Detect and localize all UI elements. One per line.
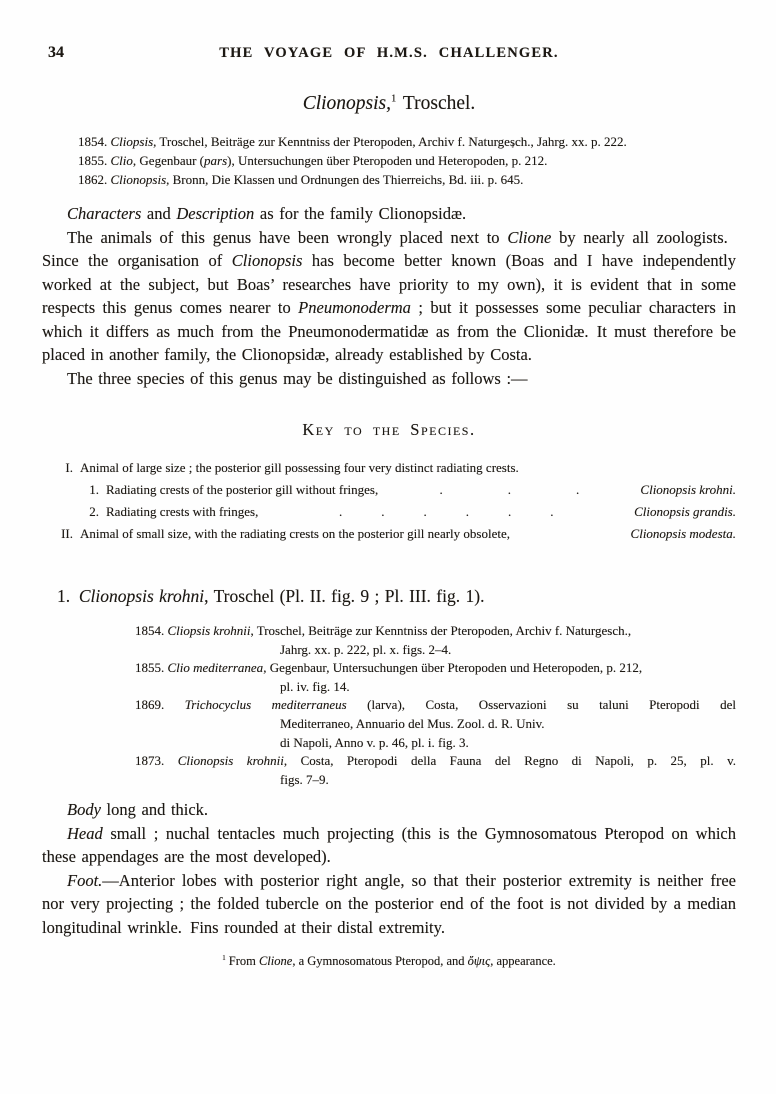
dot-leader: . . . . . . [339, 504, 554, 519]
paragraph-head: Head small ; nuchal tentacles much projecting (this is the Gymnosomatous Pteropod on which these appendages are the most developed). [42, 823, 736, 867]
key-heading: Key to the Species. [302, 420, 476, 439]
key-item-text: Radiating crests with fringes, [106, 504, 259, 519]
synonymy-continuation: di Napoli, Anno v. p. 46, pl. i. fig. 3. [280, 734, 469, 750]
key-item-text: Animal of large size ; the posterior gill possessing four very distinct radiating crests. [80, 460, 519, 475]
key-item-II [42, 523, 736, 545]
paragraph-species-intro: The three species of this genus may be distinguished as follows :— [67, 368, 528, 388]
synonymy-continuation: Jahrg. xx. p. 222, pl. x. figs. 2–4. [280, 641, 452, 657]
page-number: 34 [48, 44, 64, 61]
paragraph-body: Body long and thick. [67, 800, 209, 820]
synonymy-continuation: pl. iv. fig. 14. [280, 678, 350, 694]
key-item-species: Clionopsis grandis. [634, 504, 736, 519]
footnote: $^1$ From Clione, a Gymnosomatous Pteropod, and ὄψις, appearance. [222, 954, 556, 969]
key-item-number: 1. [89, 482, 99, 497]
key-item-text: Animal of small size, with the radiating crests on the posterior gill nearly obsolete, [80, 526, 510, 541]
key-item-text: Radiating crests of the posterior gill without fringes, [106, 482, 379, 497]
running-title: THE VOYAGE OF H.M.S. CHALLENGER. [219, 45, 559, 61]
synonymy-entry-1854: 1854. Cliopsis, Troschel, Beiträge zur Kenntniss der Pteropoden, Archiv f. Naturgesch., Jahrg. xx. p. 222. [78, 134, 627, 149]
synonymy-entry-1869: 1869. Trichocyclus mediterraneus (larva), Costa, Osservazioni su taluni Pteropodi del [135, 697, 736, 713]
species-heading: 1. Clionopsis krohni, Troschel (Pl. II. fig. 9 ; Pl. III. fig. 1). [57, 586, 485, 606]
paragraph-characters: Characters and Description as for the family Clionopsidæ. [67, 204, 467, 223]
page-content [0, 44, 776, 969]
book-page [0, 44, 776, 1094]
synonymy-entry-1873: 1873. Clionopsis krohnii, Costa, Pteropodi della Fauna del Regno di Napoli, p. 25, pl. v. [135, 753, 736, 769]
key-item-I [42, 457, 736, 479]
species-description [42, 798, 736, 939]
key-item-2 [42, 501, 736, 523]
synonymy-entry-1862: 1862. Clionopsis, Bronn, Die Klassen und Ordnungen des Thierreichs, Bd. iii. p. 645. [78, 172, 524, 187]
genus-synonymy-list [78, 132, 736, 189]
key-item-species: Clionopsis modesta. [630, 526, 736, 541]
dot-leader: . . . [439, 482, 580, 497]
synonymy-continuation: Mediterraneo, Annuario del Mus. Zool. d. R. Univ. [280, 715, 545, 731]
paragraph-genus-discussion: The animals of this genus have been wrongly placed next to Clione by nearly all zoologists. Since the organisation of Clionopsis has become better known (Boas and I have independently worked at the subject, but Boas’ researches have priority to my own), it is evident that in some respects this genus comes nearer to Pneumonoderma ; but it possesses some peculiar characters in which it differs as much from the Pneumonodermatidæ as from the Clionidæ. It must therefore be placed in another family, the Clionopsidæ, already established by Costa. [42, 227, 736, 364]
key-item-species: Clionopsis krohni. [640, 482, 736, 497]
synonymy-continuation: figs. 7–9. [280, 771, 329, 787]
species-synonymy-list [135, 622, 736, 789]
species-key [42, 457, 736, 545]
synonymy-entry-1854: 1854. Cliopsis krohnii, Troschel, Beiträge zur Kenntniss der Pteropoden, Archiv f. Naturgesch., [135, 623, 632, 638]
genus-description [42, 202, 736, 390]
key-item-number: II. [61, 526, 73, 541]
key-item-1 [42, 479, 736, 501]
synonymy-entry-1855: 1855. Clio, Gegenbaur (pars), Untersuchungen über Pteropoden und Heteropoden, p. 212. [78, 153, 548, 168]
key-item-number: 2. [89, 504, 99, 519]
paragraph-foot: Foot.—Anterior lobes with posterior right angle, so that their posterior extremity is neither free nor very projecting ; the folded tubercle on the posterior end of the foot is not divided by a median longitudinal wrinkle. Fins rounded at their distal extremity. [42, 870, 736, 937]
page-header [42, 44, 736, 64]
key-item-number: I. [65, 460, 73, 475]
genus-heading: Clionopsis,$^1$ Troschel. [302, 92, 476, 114]
synonymy-entry-1855: 1855. Clio mediterranea, Gegenbaur, Untersuchungen über Pteropoden und Heteropoden, p. 212, [135, 660, 643, 676]
